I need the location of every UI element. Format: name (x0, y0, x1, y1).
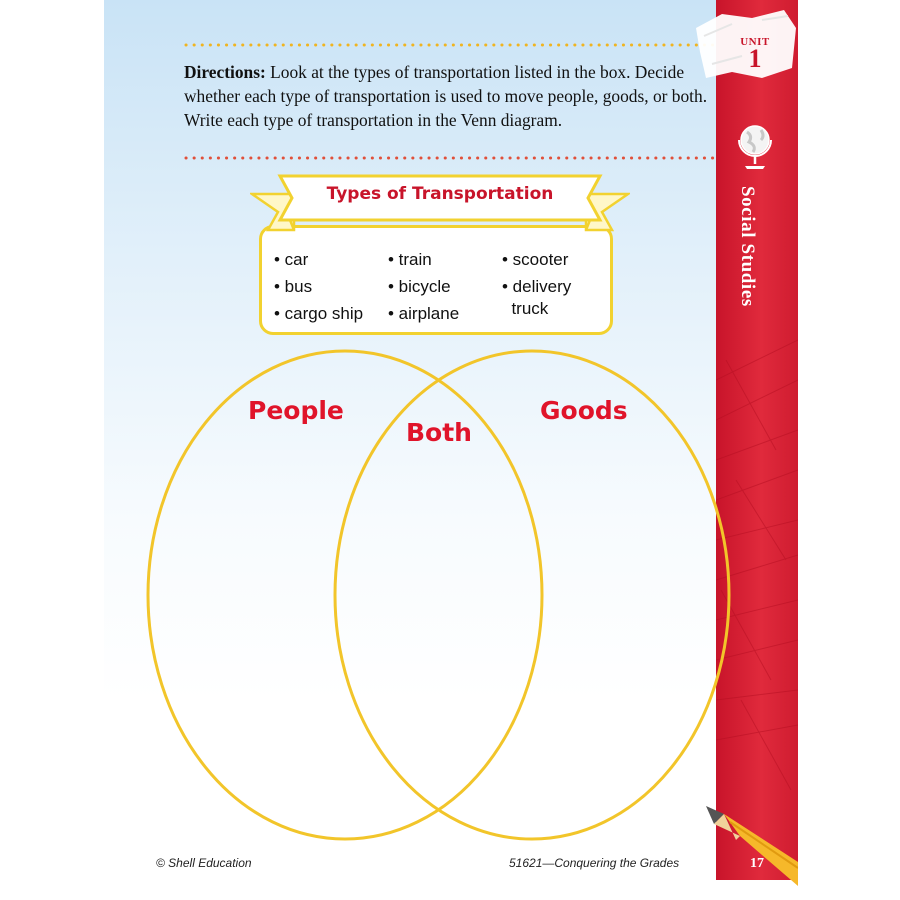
unit-label: UNIT (740, 36, 770, 48)
word-item: • car (274, 250, 309, 269)
word-item: • cargo ship (274, 304, 364, 323)
page-number: 17 (750, 856, 764, 871)
directions-body: Look at the types of transportation listed in the box. Decide whether each type of transportation is used to move people, goods, or both. Write each type of transportation in the Venn diagram. (184, 62, 708, 130)
word-item: • bicycle (388, 277, 451, 296)
word-item: • delivery (502, 277, 572, 296)
directions-label: Directions: (184, 62, 266, 82)
venn-label-people: People (248, 396, 344, 425)
footer-publisher: © Shell Education (156, 856, 252, 870)
word-item: truck (502, 299, 549, 318)
pencil-icon (700, 800, 798, 886)
subject-label: Social Studies (737, 186, 758, 307)
venn-circle-goods (335, 351, 729, 839)
unit-number: 1 (748, 44, 762, 73)
venn-circle-people (148, 351, 542, 839)
word-item: • train (388, 250, 432, 269)
word-item: • bus (274, 277, 313, 296)
word-item: • airplane (388, 304, 460, 323)
footer-book-title: 51621—Conquering the Grades (509, 856, 680, 870)
venn-label-goods: Goods (540, 396, 628, 425)
venn-label-both: Both (406, 418, 472, 447)
word-box-title: Types of Transportation (326, 184, 554, 204)
word-item: • scooter (502, 250, 569, 269)
